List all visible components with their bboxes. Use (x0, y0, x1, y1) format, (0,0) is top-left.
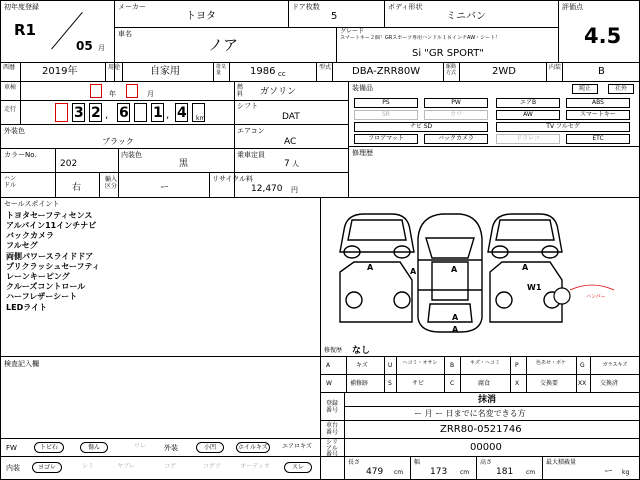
interior-value: B (598, 66, 605, 77)
repair-label: 修復歴 (324, 347, 343, 354)
equip-backcamera: バックカメラ (424, 134, 488, 144)
serial-value: 00000 (470, 442, 502, 453)
shift-label: シフト (237, 102, 258, 110)
sales-item: フルセグ (6, 241, 38, 250)
aftermarket-box: 社外 (608, 84, 634, 94)
inspector-label: 検査記入欄 (4, 360, 39, 368)
equip-dashcam: ドラレコ (496, 134, 560, 144)
ext-chip: 小凹 (196, 442, 224, 453)
shift-value: DAT (282, 112, 300, 122)
model-label: 型式 (319, 64, 332, 71)
score-value: 4.5 (584, 24, 622, 48)
repair-value: なし (352, 346, 371, 356)
equip-airbag: エアB (496, 98, 560, 108)
mileage-digit-box-1 (55, 103, 68, 122)
damage-mark: A (451, 265, 458, 274)
damage-mark: A (522, 263, 529, 272)
wid-value: 173 (430, 467, 448, 477)
equipment-label: 装備品 (352, 84, 373, 92)
intcolor-value: 黒 (179, 159, 189, 169)
fw-chip: トビ石 (34, 442, 64, 453)
legend-key: C (450, 380, 455, 387)
int-chip: オーディオ (240, 463, 270, 470)
doors-label: ドア枚数 (292, 3, 320, 11)
comma: , (166, 110, 170, 121)
legend-value: キズ (356, 362, 368, 369)
int-chip: コゲ (163, 463, 176, 470)
era-value: 2019年 (42, 66, 78, 77)
handle-label: ハンドル (4, 175, 17, 189)
doors-value: 5 (331, 11, 338, 22)
insp-year-unit: 年 (109, 90, 116, 98)
sales-label: セールスポイント (4, 200, 60, 208)
equip-leather: カワ (424, 110, 488, 120)
legend-key: B (450, 362, 455, 369)
ac-value: AC (284, 137, 297, 147)
bumper-label: バンパー (586, 294, 606, 300)
capacity-label: 乗車定員 (237, 151, 265, 159)
equip-ps: PS (354, 98, 418, 108)
equip-sr: SR (354, 110, 418, 120)
sales-item: 両側パワースライドドア (6, 252, 94, 261)
reg-status: 抹消 (478, 395, 497, 405)
wid-label: 幅 (414, 459, 421, 466)
color-label: 外装色 (4, 127, 25, 135)
mileage-label: 走行 (4, 106, 17, 113)
legend-key: W (326, 380, 332, 387)
mileage-unit: km (196, 115, 206, 122)
int-chip: シミ (81, 463, 94, 470)
ext-label: 外装 (164, 444, 178, 452)
int-chip: コゲア (202, 463, 221, 470)
import-label: 輸入区分 (105, 176, 118, 190)
carname-label: 車名 (118, 30, 132, 38)
body-value: ミニバン (446, 11, 486, 22)
legend-key: XX (578, 380, 587, 387)
int-chip: スレ (284, 462, 312, 473)
colorno-label: カラーNo. (4, 151, 37, 159)
legend-value: キズ・ヘコミ (470, 360, 500, 366)
score-label: 評価点 (562, 3, 583, 11)
grade-desc: スマートキー２個！GRスポーツ専用ハンドル１８インチAW・シート！ (340, 35, 501, 41)
legend-key: X (515, 380, 520, 387)
sales-item: ハーフレザーシート (6, 292, 78, 301)
recycle-unit: 円 (291, 186, 298, 194)
damage-mark: A (452, 325, 459, 334)
damage-mark: A (367, 263, 374, 272)
handle-value: 右 (72, 183, 82, 193)
equip-navi: ナビ SD (354, 122, 488, 132)
int-label: 内装 (6, 464, 20, 472)
equip-smartkey: スマートキー (566, 110, 630, 120)
mileage-digit: 1 (153, 105, 163, 121)
mileage-digit: 3 (74, 105, 84, 121)
sales-item: アルパイン11インチナビ (6, 221, 97, 230)
int-chip: ヨゴレ (32, 462, 62, 473)
first-reg-label: 初年度登録 (4, 3, 39, 11)
fuel-value: ガソリン (260, 87, 297, 97)
mileage-digit: 6 (119, 105, 129, 121)
maker-label: メーカー (118, 3, 146, 11)
drive-value: 2WD (492, 66, 516, 77)
grade-label: グレード (340, 28, 365, 35)
usage-label: 用途 (108, 64, 121, 71)
import-value: ー (160, 183, 170, 193)
load-label: 最大積載量 (546, 459, 577, 466)
capacity-unit: 人 (292, 160, 299, 168)
len-unit: cm (394, 469, 404, 476)
load-unit: kg (622, 469, 630, 476)
interior-label: 内装 (549, 64, 562, 71)
color-value: ブラック (102, 137, 134, 146)
fw-chip: ワレ (133, 443, 146, 450)
era-label: 西暦 (3, 64, 16, 71)
equip-pw: PW (424, 98, 488, 108)
usage-value: 自家用 (150, 66, 180, 77)
legend-value: 交換済 (600, 380, 619, 387)
sales-item: LEDライト (6, 303, 47, 312)
load-value: ー (604, 467, 614, 477)
damage-mark: A (410, 267, 417, 276)
equip-etc: ETC (566, 134, 630, 144)
equip-abs: ABS (566, 98, 630, 108)
insp-month-unit: 月 (147, 90, 154, 98)
chassis-value: ZRR80-0521746 (440, 424, 522, 435)
len-label: 長さ (348, 459, 361, 466)
fuel-label: 燃料 (237, 84, 244, 98)
hgt-value: 181 (496, 467, 514, 477)
legend-value: 色あせ・ボケ (535, 360, 566, 366)
damage-mark: W1 (527, 283, 542, 292)
comma: , (105, 110, 109, 121)
legend-key: A (326, 362, 331, 369)
reg-month: 05 (76, 39, 93, 53)
body-label: ボディ形状 (388, 3, 423, 11)
legend-value: ガラスキズ (602, 362, 628, 368)
wid-unit: cm (460, 469, 470, 476)
hgt-label: 高さ (480, 459, 493, 466)
cc-value: 1986 (250, 66, 276, 77)
legend-value: サビ (412, 380, 425, 387)
sales-item: レーンキーピング (6, 272, 70, 281)
maker-value: トヨタ (186, 11, 216, 22)
equip-aw: AW (496, 110, 560, 120)
colorno-value: 202 (60, 159, 78, 169)
legend-key: P (515, 362, 519, 369)
intcolor-label: 内装色 (121, 151, 142, 159)
equip-floormat: フロアマット (354, 134, 418, 144)
drive-label: 駆動方式 (446, 64, 457, 76)
len-value: 479 (366, 467, 384, 477)
mileage-digit: 2 (91, 105, 101, 121)
recycle-value: 12,470 (251, 184, 283, 194)
sales-item: バックカメラ (6, 231, 54, 240)
reg-month-unit: 月 (98, 44, 105, 52)
recycle-label: リサイクル料 (212, 175, 254, 183)
genuine-box: 純正 (572, 84, 598, 94)
sales-item: トヨタセーフティセンス (6, 211, 93, 220)
reg-num-label: 登録番号 (326, 400, 339, 414)
mileage-digit: 4 (177, 105, 187, 121)
cc-unit: cc (278, 70, 286, 78)
grade-value: Si "GR SPORT" (412, 48, 484, 59)
chassis-label: 車台番号 (326, 422, 339, 436)
legend-key: G (580, 362, 585, 369)
int-chip: ヤブレ (117, 463, 135, 470)
car-diagram (322, 200, 638, 352)
fw-label: FW (6, 444, 17, 452)
ext-chip: ホイルキズ (236, 442, 270, 453)
legend-key: S (388, 380, 392, 387)
sales-item: プリクラッシュセーフティ (6, 262, 100, 271)
reg-deadline: ー 月 ー 日までに名変できる方 (414, 409, 526, 418)
legend-value: ヘコミ・オサレ (402, 360, 438, 366)
legend-value: 交換要 (540, 380, 559, 387)
insp-year-box[interactable] (90, 84, 102, 98)
insp-month-box[interactable] (126, 84, 138, 98)
legend-value: 補修跡 (350, 380, 369, 387)
inspection-label: 車検 (4, 84, 17, 91)
mileage-digit-box-5 (134, 103, 147, 122)
ac-label: エアコン (237, 127, 265, 135)
ext-chip: エアロキズ (282, 443, 312, 450)
fw-chip: 傷ん (80, 442, 108, 453)
sales-item: クルーズコントロール (6, 282, 86, 291)
reg-year: R1 (14, 21, 36, 39)
cc-label: 排気量 (216, 64, 227, 76)
model-value: DBA-ZRR80W (352, 66, 421, 77)
legend-value: 腐食 (478, 380, 491, 387)
hgt-unit: cm (526, 469, 536, 476)
capacity-value: 7 (284, 159, 290, 169)
carname-value: ノア (208, 36, 239, 54)
history-label: 修理歴 (352, 149, 373, 157)
equip-tv: TV フルセグ (496, 122, 630, 132)
damage-mark: A (452, 313, 459, 322)
serial-label: シリアル番号 (326, 439, 339, 458)
legend-key: U (388, 362, 393, 369)
